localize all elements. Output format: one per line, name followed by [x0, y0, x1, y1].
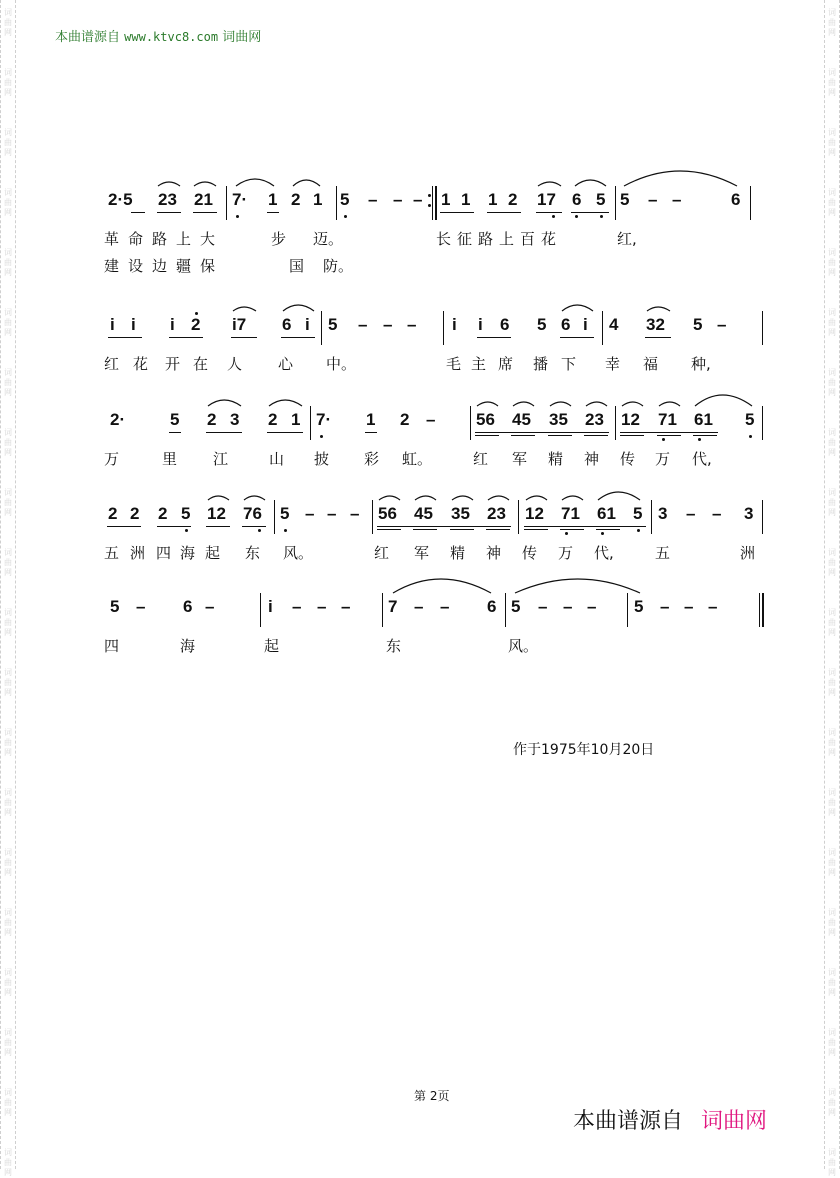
note: 61 [597, 504, 616, 523]
watermark-text: 词 曲 网 [828, 1088, 836, 1117]
note: i [268, 597, 273, 616]
note: 3 [744, 504, 754, 523]
page-number: 第 2页 [414, 1089, 450, 1103]
slur [293, 180, 320, 186]
lyric: 代, [594, 544, 614, 562]
watermark-text: 词 曲 网 [828, 428, 836, 457]
dash: – [407, 315, 417, 334]
footer-site-link[interactable]: 词曲网 [701, 1109, 768, 1134]
lyric: 五 [104, 544, 120, 562]
watermark-text: 词 曲 网 [4, 908, 12, 937]
watermark-text: 词 曲 网 [4, 548, 12, 577]
watermark-text: 词 曲 网 [4, 968, 12, 997]
lyric-verse-1: 迈。 [313, 230, 344, 248]
slur [526, 496, 547, 500]
dash: – [136, 597, 146, 616]
note: 5 [745, 410, 755, 429]
slurs [0, 305, 840, 365]
note: 23 [487, 504, 506, 523]
score-line-1 [0, 180, 840, 300]
lyric: 播 [533, 355, 549, 373]
slur [415, 496, 436, 500]
slur [269, 400, 302, 406]
watermark-text: 词 曲 网 [4, 368, 12, 397]
lyric: 军 [414, 544, 430, 562]
lyric: 风。 [283, 544, 314, 562]
watermark-text: 词 曲 网 [4, 8, 12, 37]
watermark-text: 词 曲 网 [828, 488, 836, 517]
lyric: 万 [655, 450, 671, 468]
page-header [55, 26, 261, 45]
note: i [478, 315, 483, 334]
note: 4 [609, 315, 619, 334]
watermark-text: 词 曲 网 [828, 788, 836, 817]
slur [452, 496, 473, 500]
note: 2 [268, 410, 278, 429]
watermark-text: 词 曲 网 [4, 1028, 12, 1057]
note: 12 [525, 504, 544, 523]
lyric: 红 [473, 450, 489, 468]
note: 2 [158, 504, 168, 523]
note: 2 [130, 504, 140, 523]
dash: – [383, 315, 393, 334]
lyric: 江 [213, 450, 229, 468]
note: 17 [537, 190, 556, 209]
lyric: 五 [655, 544, 671, 562]
lyric: 东 [245, 544, 261, 562]
note: 6 [183, 597, 193, 616]
note: 5 [181, 504, 191, 523]
watermark-text: 词 曲 网 [828, 1028, 836, 1057]
lyric: 神 [486, 544, 502, 562]
lyric: 在 [193, 355, 209, 373]
watermark-text: 词 曲 网 [4, 1148, 12, 1177]
watermark-text: 词 曲 网 [828, 308, 836, 337]
note: 45 [512, 410, 531, 429]
watermark-text: 词 曲 网 [828, 848, 836, 877]
slurs [0, 400, 840, 460]
note: i [305, 315, 310, 334]
footer-source-text: 本曲谱源自 [573, 1109, 684, 1134]
note: 76 [243, 504, 262, 523]
note: 1 [291, 410, 301, 429]
dash: – [413, 190, 423, 209]
note: 6 [487, 597, 497, 616]
dash: – [712, 504, 722, 523]
lyric: 中。 [326, 355, 357, 373]
composition-date: 作于1975年10月20日 [513, 742, 655, 758]
note: 5 [537, 315, 547, 334]
slur [659, 402, 680, 406]
lyric-verse-1: 长征路上百花 [436, 230, 563, 248]
note: 3 [658, 504, 668, 523]
note: 12 [207, 504, 226, 523]
dash: – [648, 190, 658, 209]
lyric: 开 [165, 355, 181, 373]
watermark-text: 词 曲 网 [828, 248, 836, 277]
watermark-text: 词 曲 网 [4, 248, 12, 277]
header-site-name: 词曲网 [222, 30, 262, 45]
note: 1 [441, 190, 451, 209]
watermark-text: 词 曲 网 [828, 668, 836, 697]
watermark-text: 词 曲 网 [4, 788, 12, 817]
lyric: 心 [278, 355, 294, 373]
dash: – [684, 597, 694, 616]
slur [158, 182, 180, 186]
note: 56 [378, 504, 397, 523]
watermark-text: 词 曲 网 [828, 1148, 836, 1177]
note: 1 [313, 190, 323, 209]
slur [208, 400, 241, 406]
slurs [0, 180, 840, 240]
dash: – [426, 410, 436, 429]
header-source-prefix: 本曲谱源自 [55, 30, 121, 45]
note: 6 [282, 315, 292, 334]
watermark-text: 词 曲 网 [4, 488, 12, 517]
watermark-text: 词 曲 网 [4, 428, 12, 457]
note: 5 [620, 190, 630, 209]
lyric: 花 [133, 355, 149, 373]
slur [647, 307, 670, 311]
dash: – [327, 504, 337, 523]
lyric: 彩 [364, 450, 380, 468]
watermark-text: 词 曲 网 [4, 668, 12, 697]
lyric: 人 [227, 355, 243, 373]
lyric: 下 [561, 355, 577, 373]
dash: – [292, 597, 302, 616]
dash: – [717, 315, 727, 334]
slur [538, 182, 561, 186]
note: 5 [693, 315, 703, 334]
note: 5 [340, 190, 350, 209]
note: i [131, 315, 136, 334]
dash: – [563, 597, 573, 616]
watermark-text: 词 曲 网 [4, 608, 12, 637]
note: i [110, 315, 115, 334]
lyric: 洲 [130, 544, 146, 562]
lyric-verse-1: 革命路上大 [104, 230, 225, 248]
lyric: 起 [205, 544, 221, 562]
slur [379, 496, 400, 500]
lyric-verse-2: 建设边疆保 [104, 257, 225, 275]
slur [598, 492, 640, 500]
lyric: 神 [584, 450, 600, 468]
note: 6 [731, 190, 741, 209]
watermark-text: 词 曲 网 [828, 368, 836, 397]
slur [562, 496, 583, 500]
note: 5 [110, 597, 120, 616]
slur [233, 307, 256, 311]
lyric: 披 [314, 450, 330, 468]
slurs [0, 494, 840, 554]
note: 1 [268, 190, 278, 209]
slur [477, 402, 498, 406]
watermark-text: 词 曲 网 [4, 848, 12, 877]
dash: – [440, 597, 450, 616]
dash: – [317, 597, 327, 616]
note: 1 [461, 190, 471, 209]
note: 2 [291, 190, 301, 209]
lyric: 代, [692, 450, 712, 468]
lyric: 万 [558, 544, 574, 562]
lyric: 海 [180, 637, 196, 655]
slur [550, 402, 571, 406]
note: 5 [634, 597, 644, 616]
slur [624, 171, 737, 186]
lyric: 福 [643, 355, 659, 373]
slur [586, 402, 607, 406]
watermark-text: 词 曲 网 [4, 188, 12, 217]
slur [562, 305, 593, 311]
dash: – [538, 597, 548, 616]
note: 45 [414, 504, 433, 523]
dash: – [587, 597, 597, 616]
note: 1 [366, 410, 376, 429]
dash: – [341, 597, 351, 616]
note: 1 [488, 190, 498, 209]
lyric-verse-1: 步 [271, 230, 287, 248]
slur [236, 179, 274, 186]
dash: – [672, 190, 682, 209]
watermark-text: 词 曲 网 [828, 128, 836, 157]
slur [575, 180, 606, 186]
lyric: 里 [162, 450, 178, 468]
slur [513, 402, 534, 406]
dash: – [660, 597, 670, 616]
note: 12 [621, 410, 640, 429]
slurs [0, 587, 840, 647]
lyric: 幸 [605, 355, 621, 373]
dash: – [393, 190, 403, 209]
note: 2 [400, 410, 410, 429]
lyric: 四 [156, 544, 172, 562]
watermark-text: 词 曲 网 [4, 128, 12, 157]
note: 2 [108, 504, 118, 523]
note: 5 [596, 190, 606, 209]
note: 7· [316, 410, 332, 429]
dash: – [350, 504, 360, 523]
watermark-text: 词 曲 网 [828, 608, 836, 637]
note: 32 [646, 315, 665, 334]
lyric: 红 [104, 355, 120, 373]
note: 35 [451, 504, 470, 523]
note: 5 [633, 504, 643, 523]
note: 5 [170, 410, 180, 429]
lyric-verse-1: 红, [617, 230, 637, 248]
lyric: 起 [264, 637, 280, 655]
note: i7 [232, 315, 247, 334]
note: 61 [694, 410, 713, 429]
lyric: 传 [522, 544, 538, 562]
lyric: 席 [498, 355, 514, 373]
dash: – [414, 597, 424, 616]
note: 6 [572, 190, 582, 209]
header-url-link[interactable]: www.ktvc8.com [124, 30, 219, 44]
lyric: 山 [269, 450, 285, 468]
slur [194, 182, 216, 186]
note: 23 [585, 410, 604, 429]
note: 2· [110, 410, 126, 429]
note: 35 [549, 410, 568, 429]
lyric: 主 [471, 355, 487, 373]
watermark-text: 词 曲 网 [828, 188, 836, 217]
lyric: 毛 [446, 355, 462, 373]
lyric: 精 [450, 544, 466, 562]
watermark-text: 词 曲 网 [828, 68, 836, 97]
watermark-text: 词 曲 网 [828, 548, 836, 577]
slur [283, 305, 314, 311]
slur [622, 402, 643, 406]
note: 3 [230, 410, 240, 429]
slur [208, 496, 229, 500]
note: 71 [561, 504, 580, 523]
lyric: 四 [104, 637, 120, 655]
lyric: 种, [691, 355, 711, 373]
note: 56 [476, 410, 495, 429]
note: 5 [280, 504, 290, 523]
dash: – [686, 504, 696, 523]
watermark-text: 词 曲 网 [828, 908, 836, 937]
watermark-text: 词 曲 网 [4, 68, 12, 97]
footer-source [573, 1104, 767, 1135]
slur [488, 496, 509, 500]
note: 23 [158, 190, 177, 209]
note: 5 [511, 597, 521, 616]
dash: – [358, 315, 368, 334]
note: 7 [388, 597, 398, 616]
note: 21 [194, 190, 213, 209]
slur [244, 496, 265, 500]
lyric: 万 [104, 450, 120, 468]
lyric: 虹。 [402, 450, 433, 468]
dash: – [205, 597, 215, 616]
lyric: 海 [180, 544, 196, 562]
lyric: 红 [374, 544, 390, 562]
dash: – [708, 597, 718, 616]
lyric: 东 [386, 637, 402, 655]
note: i [170, 315, 175, 334]
lyric-verse-2: 国 [289, 257, 305, 275]
note: i [583, 315, 588, 334]
lyric: 洲 [740, 544, 756, 562]
watermark-text: 词 曲 网 [4, 728, 12, 757]
note: 2 [191, 315, 201, 334]
watermark-text: 词 曲 网 [4, 1088, 12, 1117]
note: 7· [232, 190, 248, 209]
note: 6 [500, 315, 510, 334]
note: 71 [658, 410, 677, 429]
note: 2 [207, 410, 217, 429]
dash: – [305, 504, 315, 523]
note: 5 [328, 315, 338, 334]
lyric: 精 [548, 450, 564, 468]
watermark-text: 词 曲 网 [828, 8, 836, 37]
watermark-text: 词 曲 网 [828, 968, 836, 997]
note: i [452, 315, 457, 334]
watermark-text: 词 曲 网 [828, 728, 836, 757]
note: 2 [508, 190, 518, 209]
note: 2·5 [108, 190, 133, 209]
note: 6 [561, 315, 571, 334]
score-line-5 [0, 587, 840, 707]
lyric: 风。 [508, 637, 539, 655]
dash: – [368, 190, 378, 209]
lyric: 传 [620, 450, 636, 468]
lyric-verse-2: 防。 [323, 257, 354, 275]
lyric: 军 [512, 450, 528, 468]
watermark-text: 词 曲 网 [4, 308, 12, 337]
